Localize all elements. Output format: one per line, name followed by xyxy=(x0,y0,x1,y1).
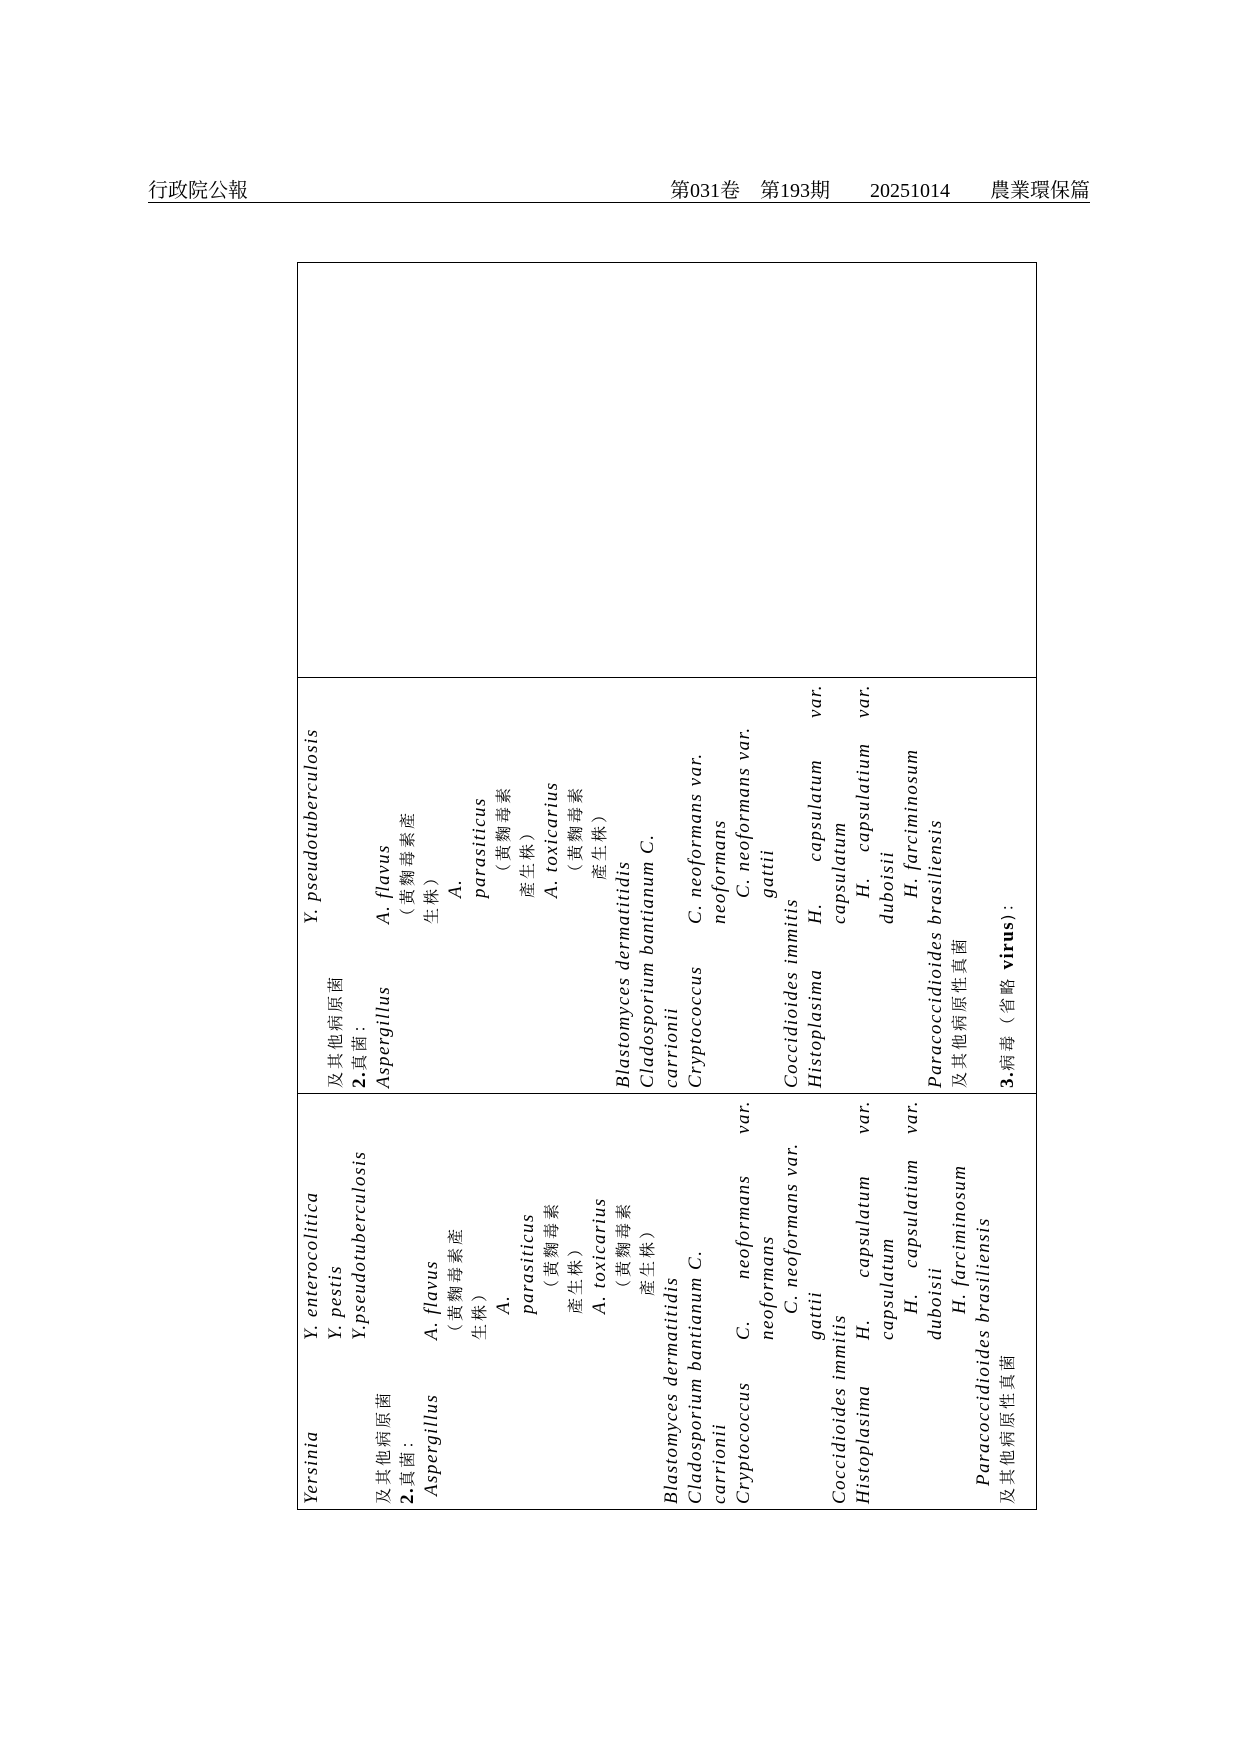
aflatoxin-note: 生株） xyxy=(422,866,441,924)
column-left xyxy=(298,1093,1036,1509)
issue-info: 第031卷 第193期 20251014 農業環保篇 xyxy=(670,180,1090,202)
other-fungi: 及其他病原性真菌 xyxy=(998,1351,1017,1504)
y-pseudotuberculosis: Y. pseudotuberculosis xyxy=(301,728,322,924)
h-capsulatum-line: H. capsulatum var. xyxy=(805,684,826,924)
gattii: gattii xyxy=(757,848,778,898)
a-parasiticus: parasiticus xyxy=(469,797,490,898)
histoplasima-label: Histoplasima xyxy=(805,968,826,1088)
a-flavus: A. flavus xyxy=(373,844,394,924)
blastomyces: Blastomyces dermatitidis xyxy=(661,1276,682,1504)
histoplasima-label: Histoplasima xyxy=(853,1384,874,1504)
a-letter: A. xyxy=(493,1294,514,1314)
a-flavus: A. flavus xyxy=(421,1260,442,1340)
aflatoxin-note: 產生株） xyxy=(566,1237,585,1314)
neoformans: neoformans xyxy=(709,819,730,924)
a-parasiticus: parasiticus xyxy=(517,1213,538,1314)
h-farciminosum: H. farciminosum xyxy=(901,748,922,898)
cryptococcus-label: Cryptococcus xyxy=(685,965,706,1088)
aflatoxin-note: 產生株） xyxy=(638,1219,657,1296)
cladosporium: Cladosporium bantianum C. xyxy=(637,833,658,1088)
h-duboisii-line: H. capsulatium var. xyxy=(853,684,874,898)
capsulatum: capsulatum xyxy=(877,1237,898,1340)
y-pestis: Y. pestis xyxy=(325,1264,346,1340)
column-right-empty xyxy=(298,263,1036,677)
capsulatum: capsulatum xyxy=(829,821,850,924)
aflatoxin-note: （黃麴毒素產 xyxy=(398,809,417,924)
h-duboisii-line: H. capsulatium var. xyxy=(901,1100,922,1314)
aflatoxin-note: （黃麴毒素 xyxy=(566,784,585,880)
h-capsulatum-line: H. capsulatum var. xyxy=(853,1100,874,1340)
y-enterocolitica: Y. enterocolitica xyxy=(301,1191,322,1340)
aflatoxin-note: 產生株） xyxy=(590,803,609,880)
gattii: gattii xyxy=(805,1290,826,1340)
c-neoformans-gattii: C. neoformans var. xyxy=(781,1142,802,1314)
neoformans: neoformans xyxy=(757,1235,778,1340)
h-farciminosum: H. farciminosum xyxy=(949,1164,970,1314)
a-letter: A. xyxy=(445,878,466,898)
carrionii: carrionii xyxy=(661,1006,682,1088)
other-fungi: 及其他病原性真菌 xyxy=(950,935,969,1088)
page-header xyxy=(148,174,1090,203)
c-neoformans-line: C. neoformans var. xyxy=(733,1100,754,1340)
rotated-table xyxy=(297,262,1037,1510)
other-pathogens: 及其他病原菌 xyxy=(326,973,345,1088)
aflatoxin-note: （黃麴毒素 xyxy=(542,1200,561,1296)
fungi-heading: 2.真菌： xyxy=(349,1013,370,1088)
carrionii: carrionii xyxy=(709,1422,730,1504)
coccidioides: Coccidioides immitis xyxy=(781,898,802,1088)
fungi-heading: 2.真菌： xyxy=(397,1429,418,1504)
paracoccidioides: Paracoccidioides brasiliensis xyxy=(925,819,946,1088)
aflatoxin-note: 生株） xyxy=(470,1282,489,1340)
coccidioides: Coccidioides immitis xyxy=(829,1314,850,1504)
aflatoxin-note: （黃麴毒素產 xyxy=(446,1225,465,1340)
cladosporium: Cladosporium bantianum C. xyxy=(685,1249,706,1504)
paracoccidioides: Paracoccidioides brasiliensis xyxy=(973,1217,994,1486)
duboisii: duboisii xyxy=(925,1266,946,1340)
other-pathogens: 及其他病原菌 xyxy=(374,1389,393,1504)
blastomyces: Blastomyces dermatitidis xyxy=(613,860,634,1088)
a-toxicarius: A. toxicarius xyxy=(589,1197,610,1314)
publication-title: 行政院公報 xyxy=(148,180,248,202)
aspergillus-label: Aspergillus xyxy=(421,1393,442,1496)
duboisii: duboisii xyxy=(877,850,898,924)
yersinia-label: Yersinia xyxy=(301,1430,322,1504)
y-pseudotuberculosis: Y.pseudotuberculosis xyxy=(349,1150,370,1340)
a-toxicarius: A. toxicarius xyxy=(541,781,562,898)
column-middle xyxy=(298,677,1036,1093)
c-neoformans-line: C. neoformans var. xyxy=(685,752,706,924)
c-neoformans-gattii: C. neoformans var. xyxy=(733,726,754,898)
cryptococcus-label: Cryptococcus xyxy=(733,1381,754,1504)
virus-heading: 3.病毒（省略 virus)： xyxy=(997,892,1018,1088)
aflatoxin-note: 產生株） xyxy=(518,821,537,898)
aspergillus-label: Aspergillus xyxy=(373,985,394,1088)
aflatoxin-note: （黃麴毒素 xyxy=(614,1200,633,1296)
aflatoxin-note: （黃麴毒素 xyxy=(494,784,513,880)
